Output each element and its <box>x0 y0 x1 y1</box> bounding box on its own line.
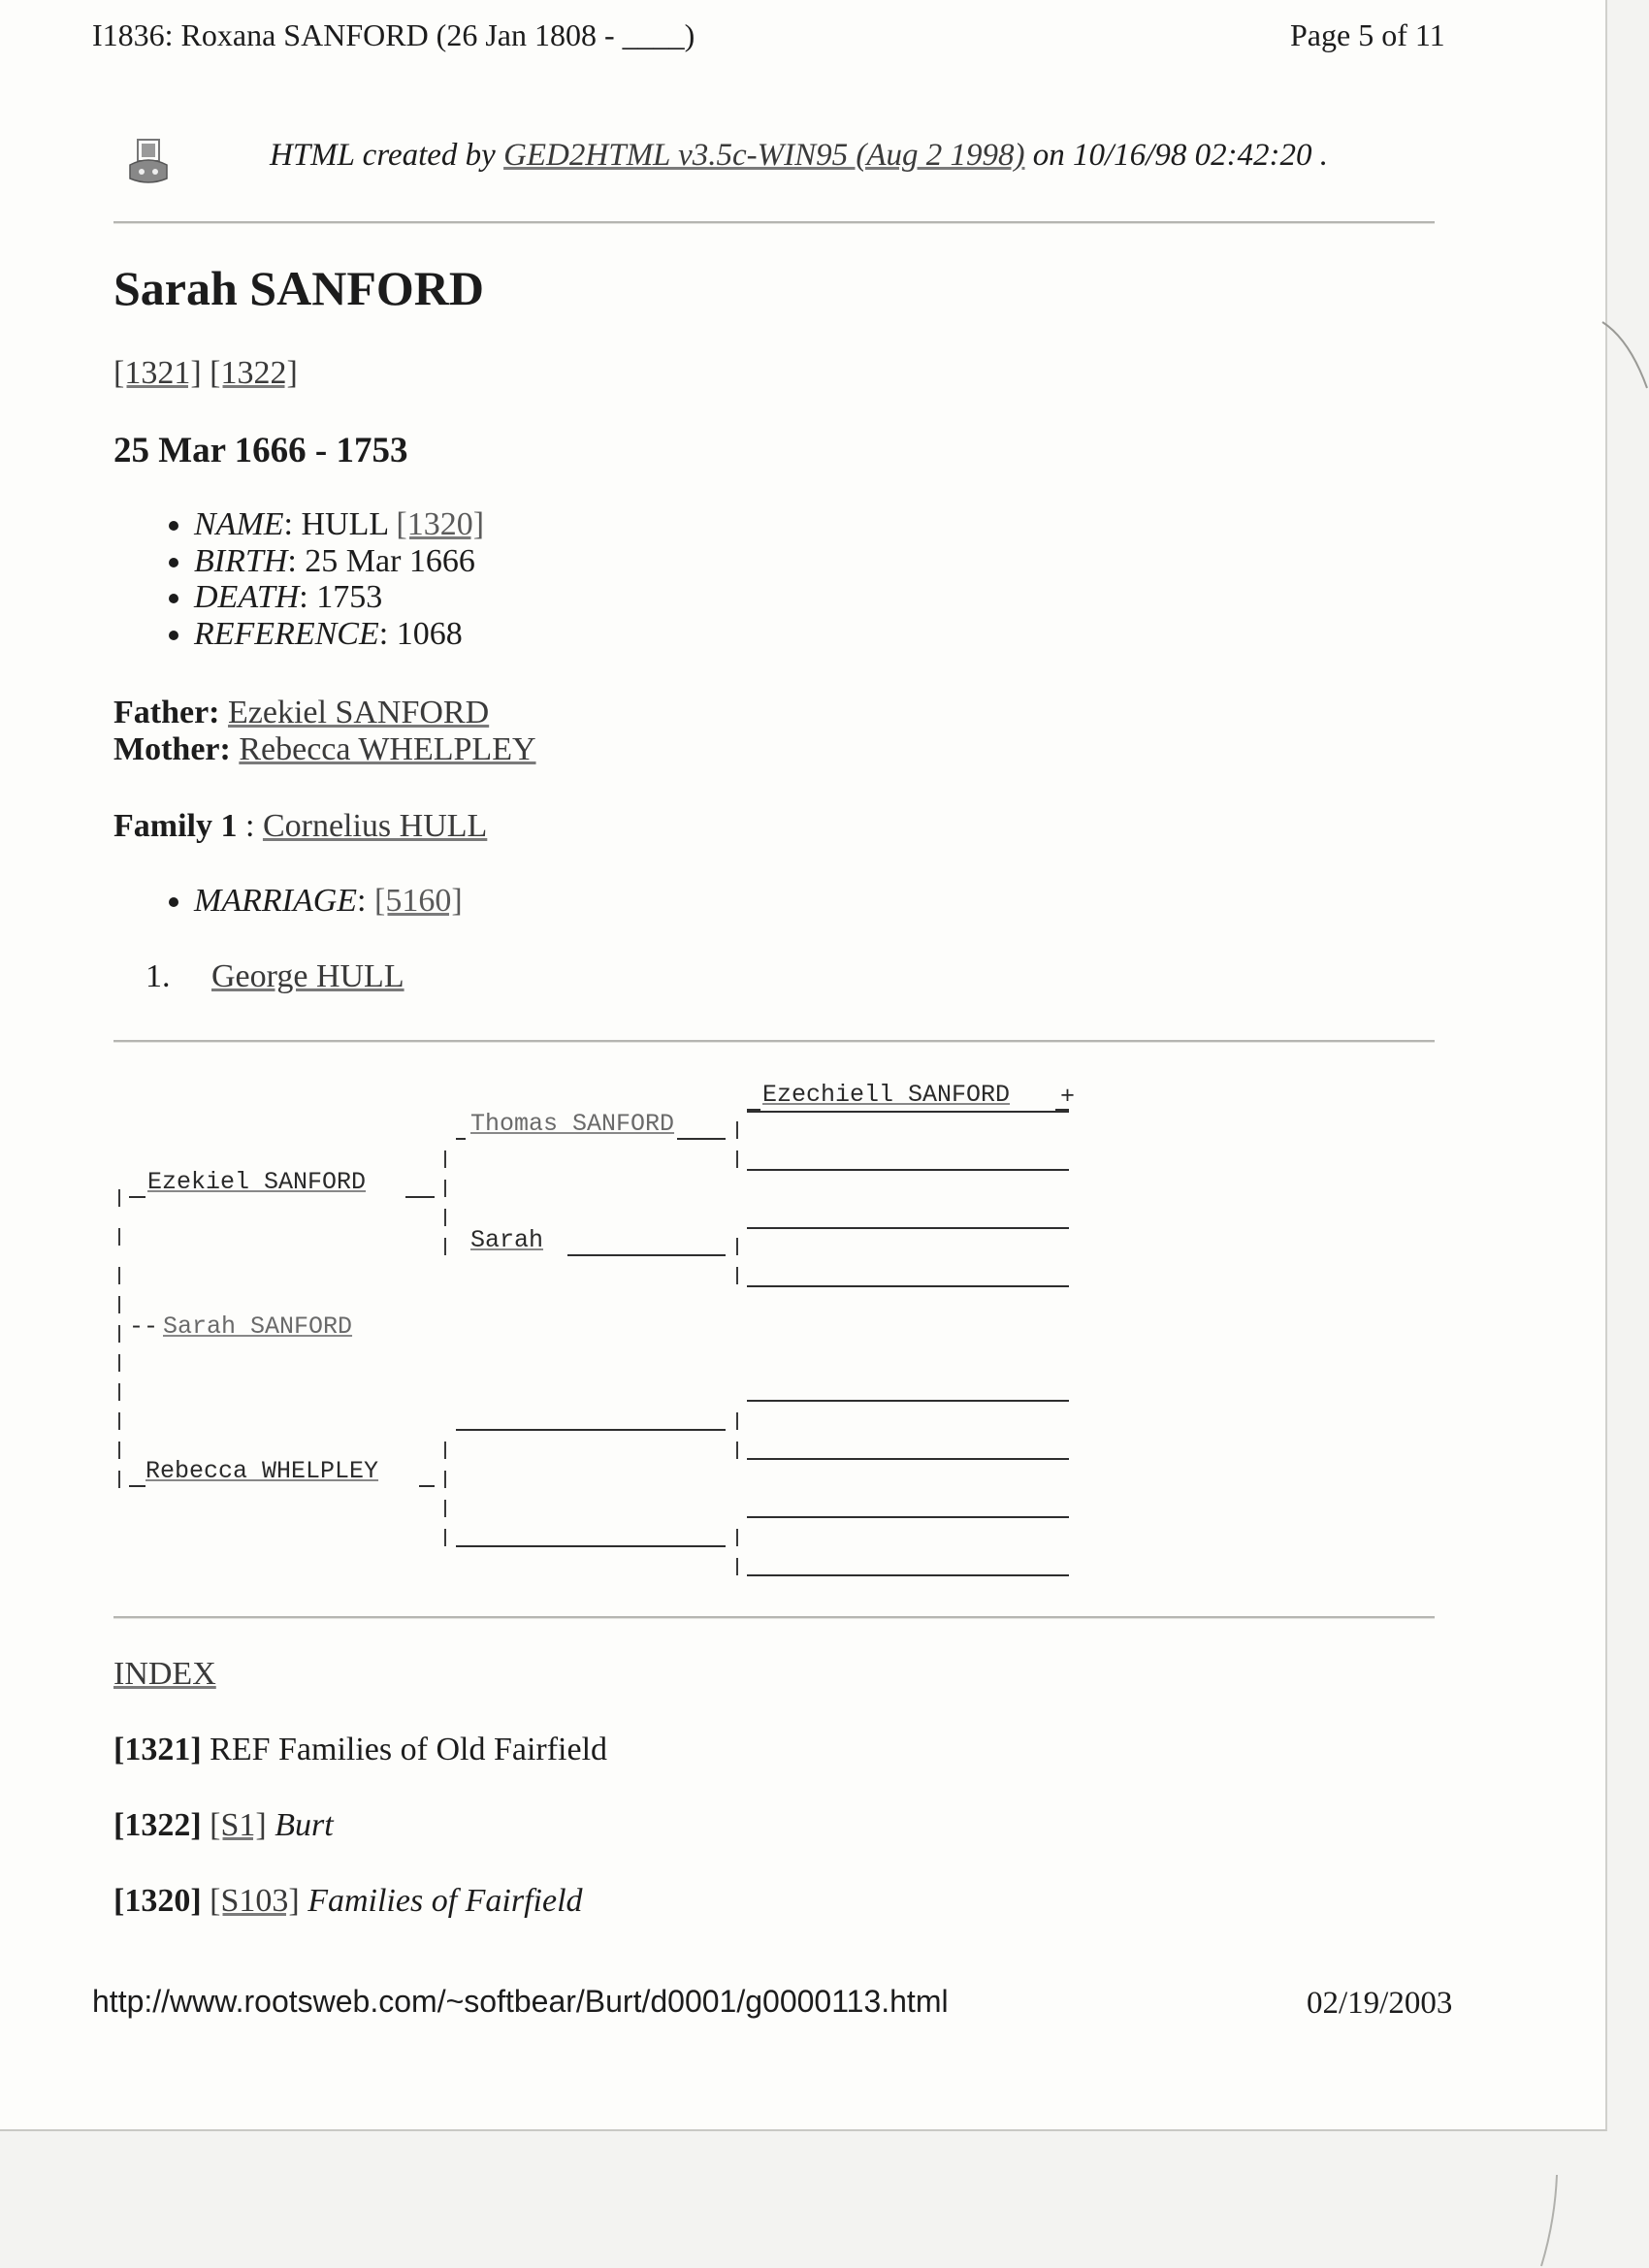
fact-label: REFERENCE <box>194 615 379 652</box>
index-entry <box>113 1732 607 1768</box>
index-entry-title: Burt <box>266 1807 334 1843</box>
child-number: 1. <box>146 958 171 994</box>
index-entry-id: [1320] <box>113 1883 202 1919</box>
person-lifespan: 25 Mar 1666 - 1753 <box>113 431 408 470</box>
index-heading <box>113 1656 216 1693</box>
index-entry <box>113 1883 583 1920</box>
print-header-title: I1836: Roxana SANFORD (26 Jan 1808 - ____) <box>92 17 695 52</box>
index-link[interactable]: INDEX <box>113 1656 216 1692</box>
fact-label: NAME <box>194 506 284 542</box>
mother-label: Mother: <box>113 731 231 767</box>
source-s103-link[interactable]: [S103] <box>210 1883 300 1919</box>
fact-label: DEATH <box>194 579 300 615</box>
index-entry-id: [1321] <box>113 1732 202 1767</box>
fact-value: : 1753 <box>299 579 383 615</box>
index-entry <box>113 1807 334 1844</box>
print-footer-url: http://www.rootsweb.com/~softbear/Burt/d0001/g0000113.html <box>92 1984 949 2019</box>
family-sep: : <box>237 808 263 844</box>
father-label: Father: <box>113 695 220 730</box>
father-link[interactable]: Ezekiel SANFORD <box>228 695 490 730</box>
ged2html-link[interactable]: GED2HTML v3.5c-WIN95 (Aug 2 1998) <box>503 138 1025 173</box>
mother-link[interactable]: Rebecca WHELPLEY <box>239 731 536 767</box>
ref-1322-link[interactable]: [1322] <box>210 355 298 391</box>
credit-prefix: HTML created by <box>270 138 504 173</box>
index-entry-text: REF Families of Old Fairfield <box>201 1732 608 1767</box>
page-edge-curl <box>1600 320 1649 398</box>
marriage-sep: : <box>357 883 374 919</box>
tree-grandfather[interactable]: Thomas SANFORD <box>470 1110 675 1138</box>
credit-suffix: on 10/16/98 02:42:20 . <box>1024 138 1329 173</box>
print-footer-date: 02/19/2003 <box>1307 1986 1453 2021</box>
child-link[interactable]: George HULL <box>211 958 404 994</box>
spouse-link[interactable]: Cornelius HULL <box>262 808 488 844</box>
index-entry-space <box>202 1883 210 1919</box>
tree-mother[interactable]: Rebecca WHELPLEY <box>146 1457 379 1485</box>
fact-label: BIRTH <box>194 542 288 579</box>
tree-father[interactable]: Ezekiel SANFORD <box>147 1168 367 1196</box>
fact-value: : HULL <box>283 506 397 542</box>
ref-1320-link[interactable]: [1320] <box>396 506 485 542</box>
tree-self-connector: -- <box>129 1312 159 1341</box>
family-label: Family 1 <box>113 808 238 844</box>
source-s1-link[interactable]: [S1] <box>210 1807 267 1843</box>
print-header-page: Page 5 of 11 <box>1290 17 1445 52</box>
ref-5160-link[interactable]: [5160] <box>374 883 463 919</box>
tree-self[interactable]: Sarah SANFORD <box>163 1312 353 1341</box>
tree-more-ancestors-marker: + <box>1060 1083 1076 1111</box>
scan-edge-mark <box>1537 2173 1567 2268</box>
tree-great-grandfather[interactable]: Ezechiell SANFORD <box>762 1081 1011 1109</box>
marriage-label: MARRIAGE <box>194 883 358 919</box>
fact-value: : 1068 <box>378 615 463 652</box>
fact-value: : 25 Mar 1666 <box>287 542 475 579</box>
ref-1321-link[interactable]: [1321] <box>113 355 202 391</box>
index-entry-space <box>202 1807 210 1843</box>
person-name-heading: Sarah SANFORD <box>113 261 484 315</box>
divider-bottom <box>113 1616 1435 1619</box>
tree-grandmother[interactable]: Sarah <box>470 1226 544 1254</box>
index-entry-title: Families of Fairfield <box>299 1883 583 1919</box>
index-entry-id: [1322] <box>113 1807 202 1843</box>
